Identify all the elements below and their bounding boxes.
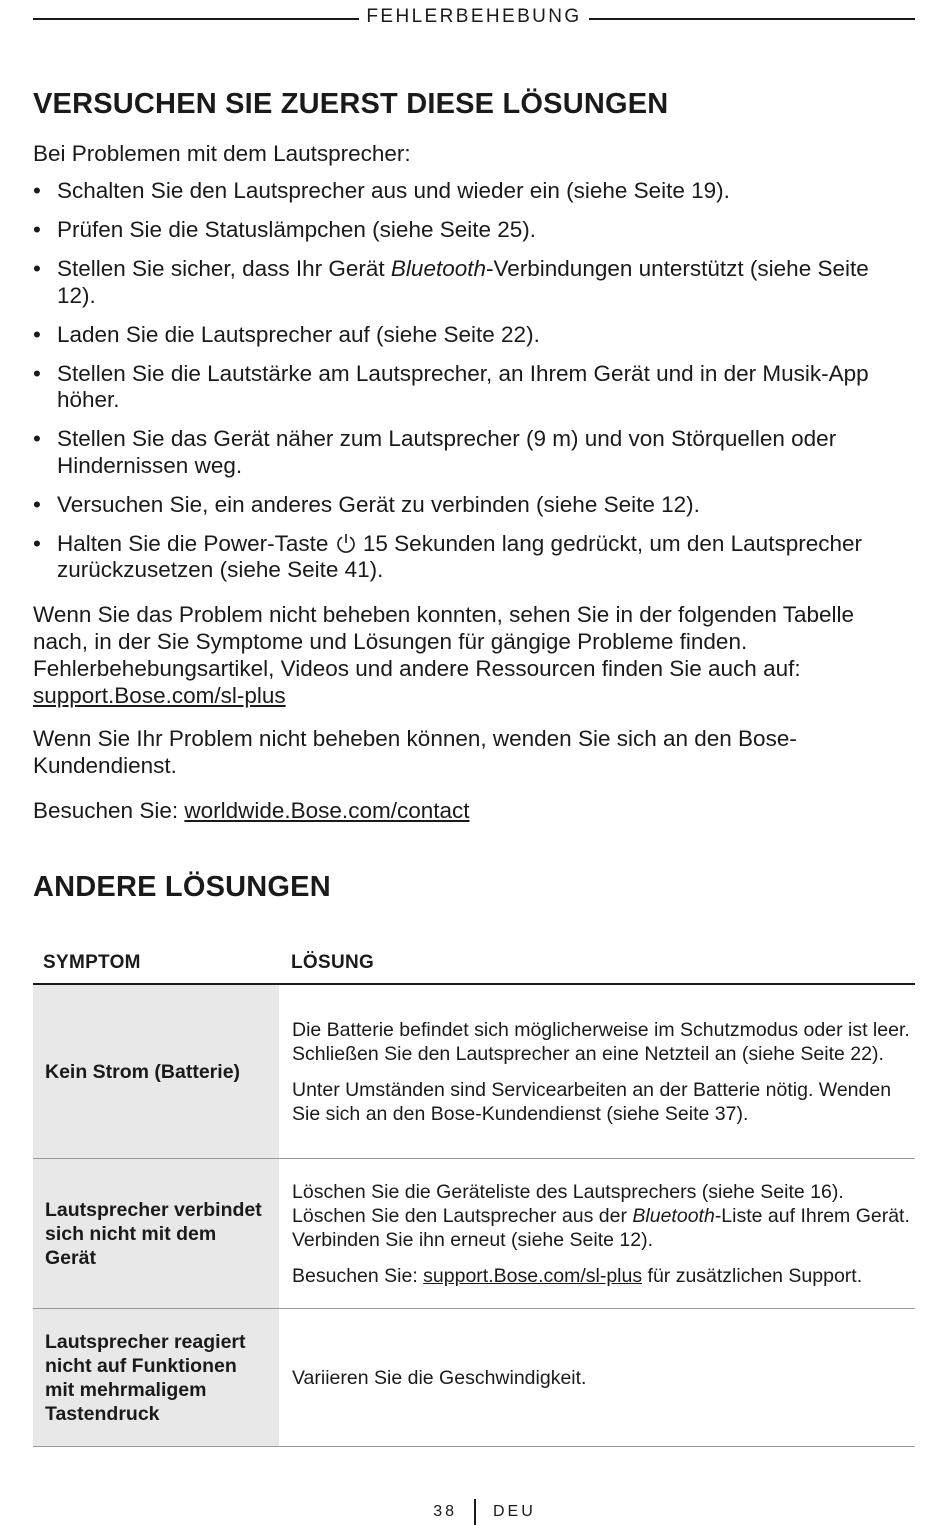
contact-paragraph: Wenn Sie Ihr Problem nicht beheben können, wenden Sie sich an den Bose-Kundendienst.	[33, 726, 797, 778]
table-row	[33, 1309, 915, 1447]
section-title: FEHLERBEHEBUNG	[366, 6, 582, 27]
symptom-cell: Lautsprecher reagiert nicht auf Funktionen mit mehrmaligem Tastendruck	[33, 1309, 279, 1446]
column-header-symptom: SYMPTOM	[43, 952, 141, 973]
list-item: • Stellen Sie die Lautstärke am Lautsprecher, an Ihrem Gerät und in der Musik-App höher.	[33, 360, 869, 412]
table-header	[33, 948, 915, 985]
symptom-cell: Kein Strom (Batterie)	[33, 985, 279, 1158]
support-link[interactable]: support.Bose.com/sl-plus	[423, 1264, 643, 1287]
table-row	[33, 985, 915, 1159]
troubleshooting-table	[33, 948, 915, 1447]
intro-text: Bei Problemen mit dem Lautsprecher:	[33, 141, 411, 166]
section-header	[33, 6, 915, 32]
heading-first-solutions: VERSUCHEN SIE ZUERST DIESE LÖSUNGEN	[33, 88, 669, 120]
table-row	[33, 1159, 915, 1309]
list-item: • Versuchen Sie, ein anderes Gerät zu verbinden (siehe Seite 12).	[33, 491, 700, 517]
solution-cell: Variieren Sie die Geschwindigkeit.	[292, 1366, 587, 1389]
support-link[interactable]: support.Bose.com/sl-plus	[33, 683, 286, 708]
list-item: • Halten Sie die Power-Taste 15 Sekunden lang gedrückt, um den Lautsprecher zurückzusetzen (siehe Seite 41).	[33, 530, 862, 582]
power-icon	[335, 532, 357, 554]
visit-paragraph: Besuchen Sie: worldwide.Bose.com/contact	[33, 798, 470, 823]
solution-cell: Die Batterie befindet sich möglicherweise im Schutzmodus oder ist leer. Schließen Sie den Lautsprecher an eine Netzteil an (siehe Seite 22). Unter Umständen sind Servicearbeiten an der Batterie nötig. Wenden Sie sich an den Bose-Kundendienst (siehe Seite 37).	[292, 1018, 910, 1125]
page-number: 38	[433, 1503, 457, 1520]
language-code: DEU	[493, 1503, 536, 1520]
page-footer	[0, 1503, 950, 1523]
heading-other-solutions: ANDERE LÖSUNGEN	[33, 871, 331, 903]
column-header-solution: LÖSUNG	[291, 952, 375, 973]
solution-list	[33, 178, 913, 596]
header-rule-right	[589, 18, 915, 20]
list-item: • Stellen Sie sicher, dass Ihr Gerät Bluetooth-Verbindungen unterstützt (siehe Seite 12).	[33, 256, 869, 308]
footer-divider	[474, 1499, 476, 1525]
solution-cell: Löschen Sie die Geräteliste des Lautsprechers (siehe Seite 16). Löschen Sie den Lautsprecher aus der Bluetooth-Liste auf Ihrem Gerät. Verbinden Sie ihn erneut (siehe Seite 12). Besuchen Sie: support.Bose.com/sl-plus für zusätzlichen Support.	[292, 1180, 910, 1287]
help-paragraph: Wenn Sie das Problem nicht beheben konnten, sehen Sie in der folgenden Tabelle nach, in der Sie Symptome und Lösungen für gängige Probleme finden. Fehlerbehebungsartikel, Videos und andere Ressourcen finden Sie auch auf: support.Bose.com/sl-plus	[33, 602, 854, 708]
list-item: • Schalten Sie den Lautsprecher aus und wieder ein (siehe Seite 19).	[33, 178, 730, 203]
list-item: • Laden Sie die Lautsprecher auf (siehe Seite 22).	[33, 321, 540, 347]
contact-link[interactable]: worldwide.Bose.com/contact	[184, 798, 470, 823]
list-item: • Prüfen Sie die Statuslämpchen (siehe Seite 25).	[33, 217, 537, 242]
symptom-cell: Lautsprecher verbindet sich nicht mit dem Gerät	[33, 1159, 279, 1308]
list-item: • Stellen Sie das Gerät näher zum Lautsprecher (9 m) und von Störquellen oder Hindernissen weg.	[33, 426, 837, 478]
